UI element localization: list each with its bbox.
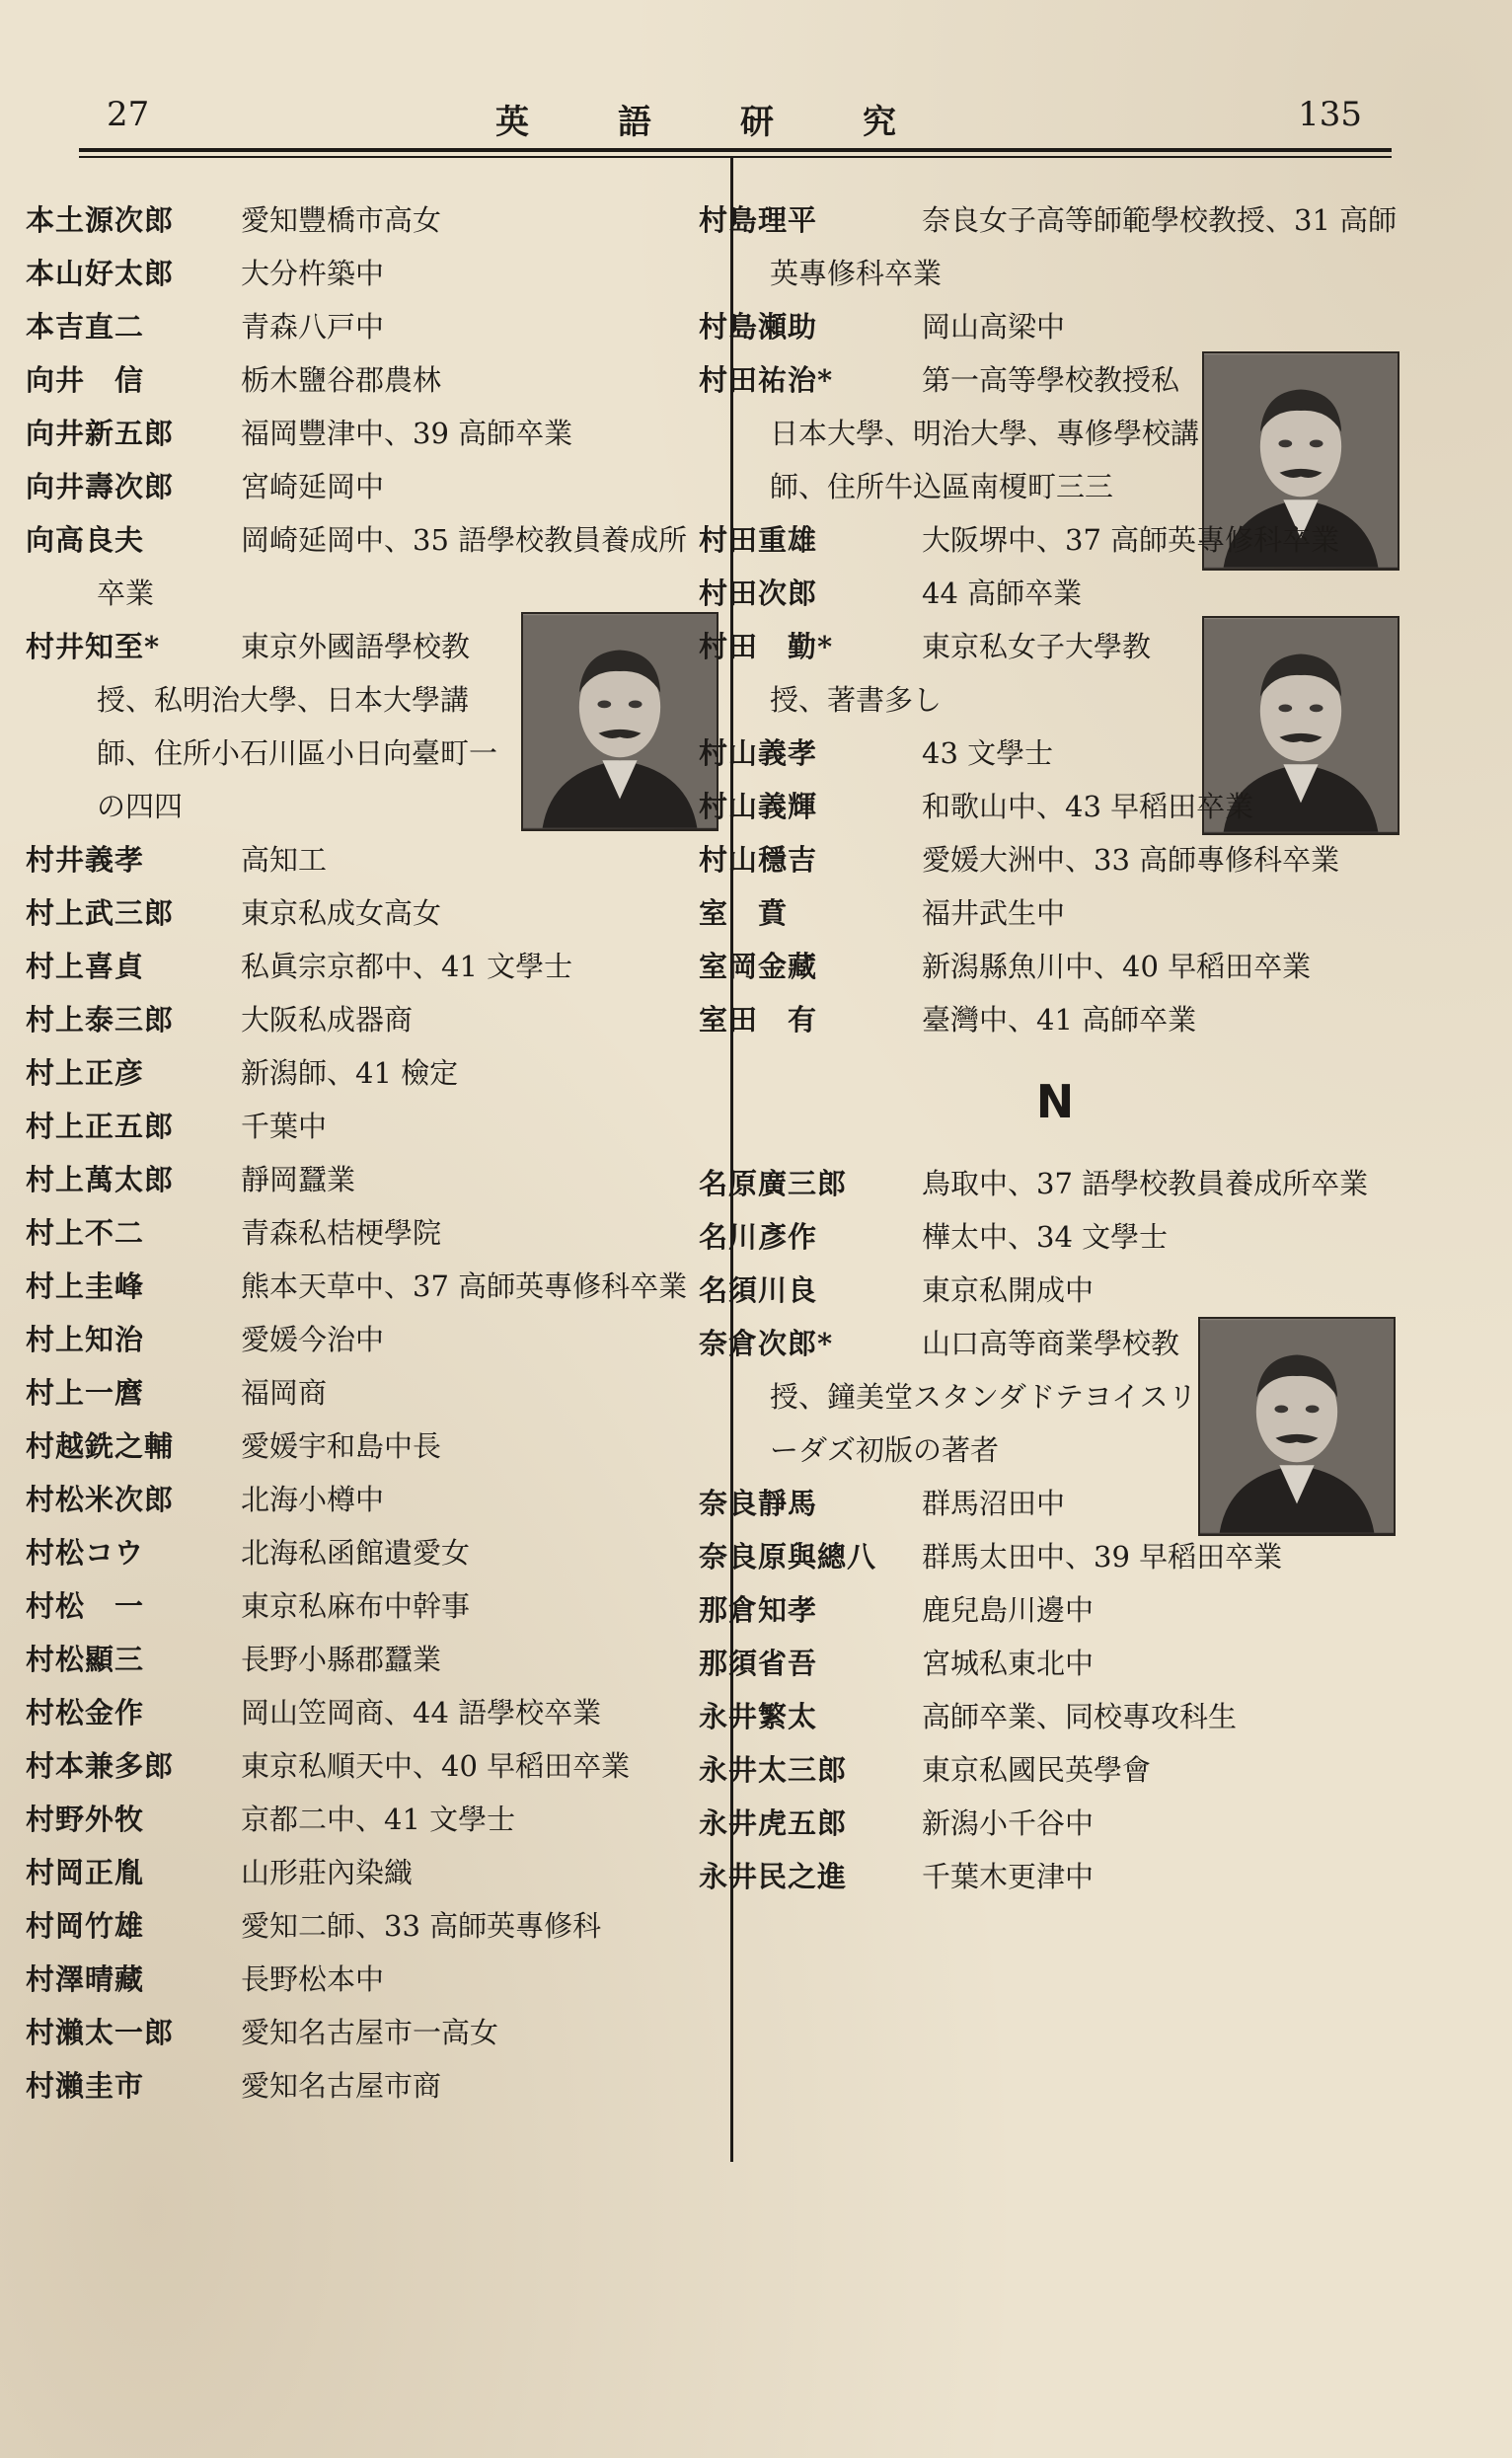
entry-details: 43 文學士	[922, 736, 1054, 770]
entry	[26, 300, 713, 353]
right-column-m-entries	[699, 193, 1405, 1046]
entry-name: 本吉直二	[26, 310, 145, 344]
entry-name: 村松コウ	[26, 1536, 145, 1570]
entry	[26, 193, 713, 247]
entry-name: 村山穩吉	[699, 843, 818, 877]
entry	[26, 1739, 713, 1793]
entry-details: 岡山笠岡商、44 語學校卒業	[241, 1696, 602, 1729]
entry-details: 山形莊內染織	[241, 1856, 414, 1889]
entry	[699, 780, 1405, 833]
entry-details: 東京私順天中、40 早稻田卒業	[241, 1749, 631, 1783]
entry	[26, 1633, 713, 1686]
entry-details: 熊本天草中、37 高師英專修科卒業	[241, 1269, 688, 1303]
entry-name: 村越銑之輔	[26, 1429, 175, 1463]
entry-name: 室田 有	[699, 1003, 818, 1037]
entry-name: 村田 勤*	[699, 630, 834, 663]
entry-details: 44 高師卒業	[922, 576, 1083, 610]
entry	[26, 247, 713, 300]
entry-name: 村山義孝	[699, 736, 818, 770]
entry	[699, 886, 1405, 940]
entry-name: 村野外牧	[26, 1803, 145, 1836]
entry	[699, 940, 1405, 993]
entry-name: 名須川良	[699, 1273, 818, 1307]
entry-details: 青森私桔梗學院	[241, 1216, 442, 1250]
entry-details: 千葉木更津中	[922, 1860, 1095, 1893]
entry-details: 大阪私成器商	[241, 1003, 414, 1037]
entry	[26, 1953, 713, 2006]
entry-name: 村瀨圭市	[26, 2069, 145, 2103]
entry	[699, 300, 1405, 353]
entry-details: 東京私麻布中幹事	[241, 1589, 471, 1623]
entry	[26, 1313, 713, 1366]
entry	[699, 1157, 1405, 1210]
entry	[26, 1206, 713, 1260]
entry-details: 高師卒業、同校專攻科生	[922, 1700, 1238, 1733]
entry-name: 向高良夫	[26, 523, 145, 557]
entry-details: 愛知二師、33 高師英專修科	[241, 1909, 602, 1943]
entry-details: 群馬沼田中	[922, 1487, 1066, 1520]
header-rule	[79, 148, 1392, 152]
entry	[26, 1100, 713, 1153]
entry	[699, 993, 1405, 1046]
entry-details: 京都二中、41 文學士	[241, 1803, 516, 1836]
entry-details: 福井武生中	[922, 896, 1066, 930]
entry-name: 向井 信	[26, 363, 145, 397]
entry	[699, 1210, 1405, 1264]
entry	[699, 1477, 1405, 1530]
entry-name: 村島理平	[699, 203, 818, 237]
entry-name: 永井民之進	[699, 1860, 848, 1893]
entry-name: 村松米次郎	[26, 1483, 175, 1516]
entry-name: 村本兼多郎	[26, 1749, 175, 1783]
entry-details: 和歌山中、43 早稻田卒業	[922, 790, 1254, 823]
entry	[26, 407, 713, 460]
entry-details: 青森八戸中	[241, 310, 385, 344]
entry	[26, 2006, 713, 2059]
entry-name: 村岡竹雄	[26, 1909, 145, 1943]
entry-name: 村上喜貞	[26, 950, 145, 983]
entry	[699, 833, 1405, 886]
entry-name: 村田重雄	[699, 523, 818, 557]
page-header	[79, 95, 1392, 154]
entry-name: 永井虎五郎	[699, 1806, 848, 1840]
entry	[699, 1637, 1405, 1690]
entry-name: 村島瀬助	[699, 310, 818, 344]
entry-name: 村松 一	[26, 1589, 145, 1623]
entry	[26, 620, 713, 833]
entry	[26, 1260, 713, 1313]
entry-name: 村上正五郎	[26, 1110, 175, 1143]
entry	[26, 1420, 713, 1473]
header-rule-thin	[79, 156, 1392, 158]
entry-details: 山口高等商業學校教授、鐘美堂スタンダドテヨイスリーダズ初版の著者	[770, 1327, 1197, 1467]
entry-details: 東京私國民英學會	[922, 1753, 1152, 1787]
entry-name: 向井壽次郎	[26, 470, 175, 503]
entry-details: 鹿兒島川邊中	[922, 1593, 1095, 1627]
entry-details: 北海小樽中	[241, 1483, 385, 1516]
entry-name: 村山義輝	[699, 790, 818, 823]
entry	[699, 1690, 1405, 1743]
entry	[699, 1797, 1405, 1850]
entry-details: 東京外國語學校教授、私明治大學、日本大學講師、住所小石川區小日向臺町一の四四	[97, 630, 498, 823]
entry-details: 東京私女子大學教授、著書多し	[770, 630, 1152, 717]
entry-details: 大分杵築中	[241, 257, 385, 290]
entry	[699, 1317, 1405, 1477]
entry	[699, 1743, 1405, 1797]
entry	[699, 620, 1405, 727]
entry-details: 大阪堺中、37 高師英專修科卒業	[922, 523, 1340, 557]
entry-details: 東京私開成中	[922, 1273, 1095, 1307]
entry-name: 村澤晴藏	[26, 1962, 145, 1996]
entry-name: 村田次郎	[699, 576, 818, 610]
page-number: 135	[1298, 95, 1362, 134]
entry-details: 東京私成女高女	[241, 896, 442, 930]
entry-details: 新潟縣魚川中、40 早稻田卒業	[922, 950, 1312, 983]
entry-details: 栃木鹽谷郡農林	[241, 363, 442, 397]
entry	[26, 1366, 713, 1420]
entry-name: 本土源次郎	[26, 203, 175, 237]
entry	[26, 1153, 713, 1206]
entry	[26, 1686, 713, 1739]
entry-name: 那倉知孝	[699, 1593, 818, 1627]
entry-name: 名川彥作	[699, 1220, 818, 1254]
entry-name: 村松顯三	[26, 1643, 145, 1676]
entry-details: 長野小縣郡蠶業	[241, 1643, 442, 1676]
entry-name: 永井繁太	[699, 1700, 818, 1733]
entry	[26, 1846, 713, 1899]
entry-details: 長野松本中	[241, 1962, 385, 1996]
entry-details: 靜岡蠶業	[241, 1163, 356, 1196]
entry-name: 村上一麿	[26, 1376, 145, 1410]
entry-details: 群馬太田中、39 早稻田卒業	[922, 1540, 1283, 1574]
entry-name: 村上泰三郎	[26, 1003, 175, 1037]
left-column	[26, 193, 713, 2112]
entry-details: 臺灣中、41 高師卒業	[922, 1003, 1197, 1037]
entry	[26, 2059, 713, 2112]
entry-details: 愛知豐橋市高女	[241, 203, 442, 237]
entry-name: 名原廣三郎	[699, 1167, 848, 1200]
entry	[699, 1583, 1405, 1637]
entry	[26, 1899, 713, 1953]
entry-name: 奈倉次郎*	[699, 1327, 834, 1360]
entry-name: 村田祐治*	[699, 363, 834, 397]
right-column	[699, 193, 1405, 1903]
entry	[26, 940, 713, 993]
section-heading: N	[1035, 1075, 1075, 1128]
entry-name: 村上正彦	[26, 1056, 145, 1090]
entry-details: 新潟師、41 檢定	[241, 1056, 459, 1090]
entry	[26, 1473, 713, 1526]
entry-details: 愛媛今治中	[241, 1323, 385, 1356]
entry-details: 福岡商	[241, 1376, 328, 1410]
entry-details: 千葉中	[241, 1110, 328, 1143]
entry-name: 村上武三郎	[26, 896, 175, 930]
entry-details: 北海私函館遺愛女	[241, 1536, 471, 1570]
entry	[699, 567, 1405, 620]
entry-name: 奈良靜馬	[699, 1487, 818, 1520]
entry-details: 岡山高梁中	[922, 310, 1066, 344]
entry	[699, 727, 1405, 780]
journal-title: 英語研究	[495, 103, 985, 142]
entry-name: 室岡金藏	[699, 950, 818, 983]
entry-name: 本山好太郎	[26, 257, 175, 290]
entry-details: 私眞宗京都中、41 文學士	[241, 950, 573, 983]
issue-number: 27	[107, 95, 150, 134]
entry-details: 愛知名古屋市商	[241, 2069, 442, 2103]
entry	[26, 886, 713, 940]
entry-name: 村松金作	[26, 1696, 145, 1729]
entry	[26, 513, 713, 620]
entry	[26, 1579, 713, 1633]
entry-name: 村上圭峰	[26, 1269, 145, 1303]
entry-details: 愛知名古屋市一高女	[241, 2016, 499, 2049]
entry	[699, 1850, 1405, 1903]
entry	[26, 1526, 713, 1579]
entry	[26, 1793, 713, 1846]
entry	[26, 993, 713, 1046]
entry-details: 第一高等學校教授私日本大學、明治大學、專修學校講師、住所牛込區南榎町三三	[770, 363, 1200, 503]
entry-details: 新潟小千谷中	[922, 1806, 1095, 1840]
entry-details: 宮城私東北中	[922, 1647, 1095, 1680]
entry-name: 向井新五郎	[26, 417, 175, 450]
entry	[699, 1264, 1405, 1317]
entry-details: 愛媛大洲中、33 高師專修科卒業	[922, 843, 1340, 877]
entry	[699, 1530, 1405, 1583]
entry	[26, 1046, 713, 1100]
entry-name: 村上知治	[26, 1323, 145, 1356]
entry-details: 宮崎延岡中	[241, 470, 385, 503]
entry-details: 鳥取中、37 語學校教員養成所卒業	[922, 1167, 1369, 1200]
portrait-murai-image	[521, 612, 718, 831]
entry-details: 福岡豐津中、39 高師卒業	[241, 417, 573, 450]
entry-details: 樺太中、34 文學士	[922, 1220, 1169, 1254]
entry-details: 愛媛宇和島中長	[241, 1429, 442, 1463]
entry	[699, 353, 1405, 513]
entry-name: 村井知至*	[26, 630, 161, 663]
entry	[26, 833, 713, 886]
entry-name: 村上不二	[26, 1216, 145, 1250]
entry-name: 村井義孝	[26, 843, 145, 877]
entry	[26, 353, 713, 407]
entry-name: 奈良原與總八	[699, 1540, 877, 1574]
entry-name: 永井太三郎	[699, 1753, 848, 1787]
entry-name: 室 賁	[699, 896, 789, 930]
entry-name: 村岡正胤	[26, 1856, 145, 1889]
entry-name: 村上萬太郎	[26, 1163, 175, 1196]
entry-name: 那須省吾	[699, 1647, 818, 1680]
entry-name: 村瀨太一郎	[26, 2016, 175, 2049]
entry-details: 奈良女子高等師範學校教授、31 高師英專修科卒業	[770, 203, 1398, 290]
entry	[699, 513, 1405, 567]
entry-details: 岡崎延岡中、35 語學校教員養成所卒業	[97, 523, 688, 610]
entry	[26, 460, 713, 513]
entry-details: 高知工	[241, 843, 328, 877]
entry	[699, 193, 1405, 300]
right-column-n-entries	[699, 1157, 1405, 1903]
